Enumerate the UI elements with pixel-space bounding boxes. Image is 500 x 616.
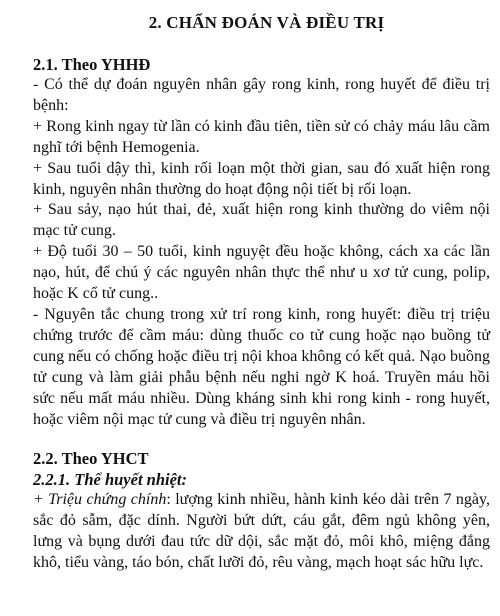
paragraph: - Có thể dự đoán nguyên nhân gây rong kinh, rong huyết để điều trị bệnh: xyxy=(33,76,490,114)
paragraph: + Sau sảy, nạo hút thai, đẻ, xuất hiện rong kinh thường do viêm nội mạc tử cung. xyxy=(33,201,490,240)
section-heading-yhhd: 2.1. Theo YHHĐ xyxy=(33,55,151,74)
section-gap xyxy=(33,430,490,448)
symptom-text: : lượng kinh nhiều, hành kinh kéo dài trên 7 ngày, sắc đỏ sẫm, đặc dính. Người bứt dứt, cáu gắt, đêm ngủ không yên, lưng và bụng dưới đau tức dữ dội, sắc mặt đỏ, môi khô, miệng đắng khô, tiểu vàng, táo bón, chất lưỡi đỏ, rêu vàng, mạch hoạt sác hữu lực. xyxy=(33,491,490,572)
page-title: 2. CHẨN ĐOÁN VÀ ĐIỀU TRỊ xyxy=(148,13,385,32)
paragraph: + Sau tuổi dậy thì, kinh rối loạn một thời gian, sau đó xuất hiện rong kinh, nguyên nhân thường do hoạt động nội tiết bị rối loạn. xyxy=(33,159,490,198)
paragraph: - Nguyên tắc chung trong xử trí rong kinh, rong huyết: điều trị triệu chứng trước để cầm máu: dùng thuốc co tử cung hoặc nạo buồng tử cung nếu có chống hoặc điều trị nội khoa không có kết quả. Nạo buồng tử cung và làm giải phẫu bệnh nếu nghi ngờ K hoá. Truyền máu hồi sức nếu mất máu nhiều. Dùng kháng sinh khi rong kinh - rong huyết, hoặc viêm nội mạc tử cung và điều trị nguyên nhân. xyxy=(33,305,490,428)
symptom-label: + Triệu chứng chính xyxy=(33,491,167,509)
paragraph: + Rong kinh ngay từ lần có kinh đầu tiên, tiền sử có chảy máu lâu cầm nghĩ tới bệnh Hemogenia. xyxy=(33,117,490,156)
symptom-paragraph xyxy=(33,490,490,574)
subsection-heading: 2.2.1. Thể huyết nhiệt: xyxy=(33,470,188,490)
section-heading-yhct: 2.2. Theo YHCT xyxy=(33,449,149,469)
paragraph: + Độ tuổi 30 – 50 tuổi, kinh nguyệt đều hoặc không, cách xa các lần nạo, hút, để chú ý các nguyên nhân thực thể như u xơ tử cung, polip, hoặc K cổ tử cung.. xyxy=(33,243,490,303)
